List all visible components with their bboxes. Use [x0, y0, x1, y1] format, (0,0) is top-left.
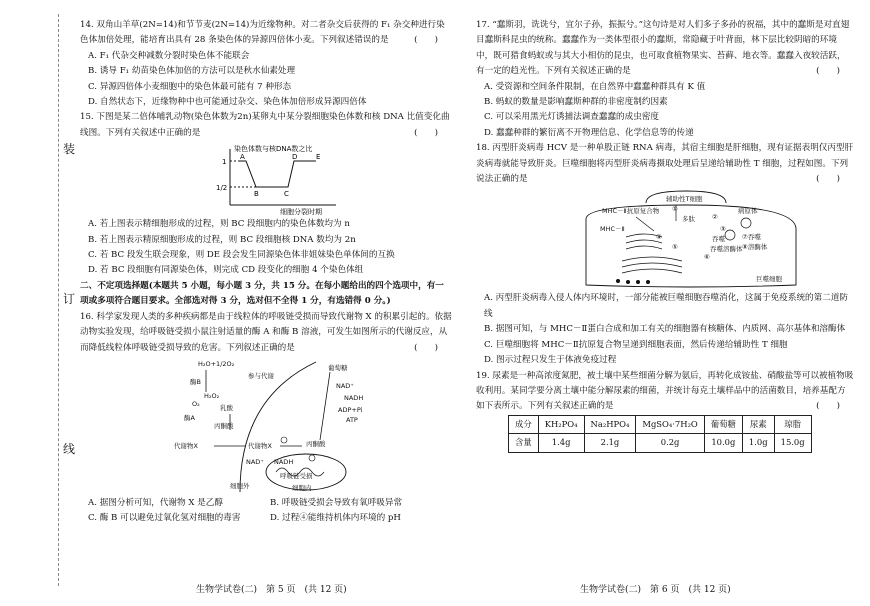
q18-option-a: A. 丙型肝炎病毒入侵人体内环境时，一部分能被巨噬细胞吞噬消化，这属于免疫系统的第二道防线	[484, 293, 849, 319]
q18-macrophage: 巨噬细胞	[756, 275, 782, 284]
q15-point-d: D	[292, 153, 298, 162]
q18-engulf: 吞噬	[712, 235, 725, 244]
table-cell: 0.2g	[636, 434, 704, 452]
q16-metabolism: 参与代谢	[248, 371, 274, 380]
q18-complex: MHC－Ⅱ抗原复合物	[602, 207, 660, 216]
table-cell: 1.0g	[742, 434, 774, 452]
q18-n3: ③	[720, 225, 726, 234]
q18-peptide: 多肽	[682, 215, 695, 224]
q16-inside: 细胞内	[292, 483, 312, 492]
binding-label-top: 装	[63, 142, 76, 156]
binding-label-mid: 订	[63, 292, 76, 306]
q15-xlabel: 细胞分裂时期	[280, 208, 322, 216]
q14-option-d: D. 自然状态下，近缘物种中也可能通过杂交、染色体加倍形成异源四倍体	[88, 97, 367, 108]
q16-options-ab	[80, 496, 452, 511]
q16-option-d: D. 过程④能维持机体内环境的 pH	[270, 513, 401, 524]
q16-pyruvate: 丙酮酸	[306, 439, 326, 448]
question-18: 18. 丙型肝炎病毒 HCV 是一种单股正链 RNA 病毒，其宿主细胞是肝细胞，现有证据表明仅丙型肝炎病毒就能导致肝炎。巨噬细胞将丙型肝炎病毒摄取处理后呈递给辅助性 T 细胞，过程如图。下列说法正确的是 ( )	[476, 143, 854, 185]
q15-option-b: B. 若上图表示精原细胞形成的过程，则 BC 段细胞核 DNA 数均为 2n	[88, 234, 356, 245]
q16-lactate-top: 乳酸	[220, 403, 233, 412]
q16-metab-x-outside: 代谢物X	[174, 441, 198, 450]
q18-figure	[476, 189, 854, 289]
q18-n1: ①	[672, 205, 678, 214]
q16-options-cd	[80, 511, 452, 526]
table-header-row	[509, 415, 812, 433]
q15-point-a: A	[240, 153, 245, 162]
q16-option-c: C. 酶 B 可以避免过氧化氢对细胞的毒害	[88, 513, 241, 524]
table-header-cell: MgSO₄·7H₂O	[636, 415, 704, 433]
q15-yhalf: 1/2	[216, 184, 228, 193]
q15-graph	[80, 143, 452, 215]
table-cell: 15.0g	[774, 434, 811, 452]
binding-line	[58, 14, 59, 586]
table-cell: 10.0g	[704, 434, 742, 452]
q15-point-e: E	[316, 153, 321, 162]
medium-table	[508, 415, 812, 453]
q18-n2: ②	[712, 213, 718, 222]
right-column	[476, 18, 854, 453]
q15-point-b: B	[254, 190, 259, 199]
question-19: 19. 尿素是一种高浓度氮肥，被土壤中某些细菌分解为氨后，再转化成铵盐、硝酸盐等可以被植物吸收利用。某同学要分离土壤中能分解尿素的细菌，并统计每克土壤样品中的活菌数目，培养基配方如下表所示。下列有关叙述正确的是 ( )	[476, 370, 854, 412]
question-15: 15. 下图是某二倍体哺乳动物(染色体数为2n)某卵丸中某分裂细胞染色体数和核 DNA 比值变化曲线图。下列有关叙述中正确的是 ( )	[80, 112, 450, 138]
q16-option-b: B. 呼吸链受损会导致有氧呼吸异常	[270, 497, 403, 508]
table-header-cell: 琼脂	[774, 415, 811, 433]
q18-mhc: MHC－Ⅱ	[600, 225, 625, 234]
q17-option-a: A. 受资源和空间条件限制，在自然界中蠢蠢种群具有 K 值	[484, 81, 706, 92]
table-cell: 含量	[509, 434, 539, 452]
q16-option-a: A. 据图分析可知，代谢物 X 是乙醇	[88, 497, 223, 508]
left-footer: 生物学试卷(二) 第 5 页 (共 12 页)	[196, 585, 347, 595]
q16-nad1: NAD⁺	[336, 381, 354, 390]
q16-enzyme-a: 酶A	[184, 413, 195, 422]
q16-chain-damaged: 呼吸链受损	[280, 471, 313, 480]
q17-option-b: B. 蚂蚁的数量是影响蠢斯种群的非密度制约因素	[484, 97, 668, 108]
table-cell: 1.4g	[538, 434, 584, 452]
q16-adp: ADP+Pi	[338, 405, 363, 414]
q14-option-a: A. F₁ 代杂交种减数分裂时染色体不能联会	[88, 50, 250, 61]
q18-pathogen: 病原体	[738, 207, 758, 216]
q16-glucose: 葡萄糖	[328, 363, 348, 372]
q18-n6: ⑥	[704, 253, 710, 262]
q16-nadh2: NADH	[274, 457, 294, 466]
q16-figure	[80, 358, 452, 494]
q18-helper-t: 辅助性T细胞	[666, 195, 703, 204]
q18-n5: ⑤	[672, 243, 678, 252]
question-16: 16. 科学家发现人类的多种疾病都是由于线粒体的呼吸链受损而导致代谢物 X 的积累引起的。依据动物实验发现，给呼吸链受损小鼠注射适量的酶 A 和酶 B 溶液，可发生如图所示的代谢反应，从而降低线粒体呼吸链受损导致的危害。下列叙述正确的是 ( )	[80, 311, 452, 353]
q17-option-d: D. 蠢蠢种群的繁衍离不开物理信息、化学信息等的传递	[484, 127, 694, 138]
q16-metab-x-inside: 代谢物X	[248, 441, 272, 450]
q15-option-d: D. 若 BC 段细胞有同源染色体，则完成 CD 段变化的细胞 4 个染色体组	[88, 265, 364, 276]
q18-option-c: C. 巨噬细胞将 MHC－Ⅱ抗原复合物呈递到细胞表面，然后传递给辅助性 T 细胞	[484, 339, 788, 350]
table-header-cell: 葡萄糖	[704, 415, 742, 433]
q18-n4: ④	[656, 233, 662, 242]
left-column	[80, 18, 452, 527]
q18-label-8: ⑧溶酶体	[742, 243, 768, 252]
q15-ylabel: 染色体数与核DNA数之比	[234, 145, 313, 154]
table-header-cell: KH₂PO₄	[538, 415, 584, 433]
q14-option-b: B. 诱导 F₁ 幼苗染色体加倍的方法可以是秋水仙素处理	[88, 66, 296, 77]
question-17: 17. “蠢斯羽，诜诜兮，宜尔子孙，振振兮。”这句诗是对人们多子多孙的祝福，其中的蠢斯是对直翅目蠢斯科昆虫的统称。蠢蠢作为一类体型很小的蠢斯，常隐藏于叶背面，林下层比较阴暗的环境中，既可猎食蚂蚁或与其大小相仿的昆虫，也可取食植物果实、苔藓、地衣等。蠢蠢入夜较活跃，有一定的趋光性。下列有关叙述正确的是 ( )	[476, 20, 850, 77]
q18-label-7: ⑦吞噬	[742, 233, 761, 242]
q16-nadh1: NADH	[344, 393, 364, 402]
q15-option-c: C. 若 BC 段发生联会现象，则 DE 段会发生同源染色体非姐妹染色单体间的互换	[88, 250, 395, 261]
q14-option-c: C. 异源四倍体小麦细胞中的染色体最可能有 7 种形态	[88, 81, 292, 92]
binding-label-bottom: 线	[63, 442, 76, 456]
q17-option-c: C. 可以采用黑光灯诱捕法调查蠢蠢的成虫密度	[484, 112, 660, 123]
section-2-heading: 二、不定项选择题(本题共 5 小题，每小题 3 分，共 15 分。在每小题给出的四个选项中，有一项或多项符合题目要求。全部选对得 3 分，选对但不全得 1 分，有选错得 0 分。)	[80, 280, 444, 307]
right-footer: 生物学试卷(二) 第 6 页 (共 12 页)	[580, 585, 731, 595]
q16-atp: ATP	[346, 415, 358, 424]
q16-o2: O₂	[192, 399, 200, 408]
q18-phagolysosome: 吞噬溶酶体	[710, 245, 743, 254]
table-header-cell: 尿素	[742, 415, 774, 433]
q18-option-d: D. 图示过程只发生于体液免疫过程	[484, 355, 617, 366]
question-14: 14. 双角山羊草(2N=14)和节节麦(2N=14)为近缘物种。对二者杂交后获得的 F₁ 杂交种进行染色体加倍处理，能培育出具有 28 条染色体的异源四倍体小麦。下列叙述错误的是 ( )	[80, 20, 445, 46]
q15-option-a: A. 若上图表示精细胞形成的过程，则 BC 段细胞内的染色体数均为 n	[88, 219, 350, 230]
q18-option-b: B. 据图可知，与 MHC－Ⅱ蛋白合成和加工有关的细胞器有核糖体、内质网、高尔基体和溶酶体	[484, 324, 846, 335]
table-row	[509, 434, 812, 452]
q16-outside: 细胞外	[230, 481, 250, 490]
table-header-cell: 成分	[509, 415, 539, 433]
q16-pyruvate-left: 丙酮酸	[214, 421, 234, 430]
q16-h2o: H₂O+1/2O₂	[198, 359, 235, 368]
q15-point-c: C	[284, 190, 289, 199]
table-header-cell: Na₂HPO₄	[584, 415, 636, 433]
q16-nad2: NAD⁺	[246, 457, 264, 466]
table-cell: 2.1g	[584, 434, 636, 452]
q16-h2o2: H₂O₂	[204, 391, 220, 400]
q16-enzyme-b: 酶B	[190, 377, 201, 386]
q15-y1: 1	[222, 158, 227, 167]
